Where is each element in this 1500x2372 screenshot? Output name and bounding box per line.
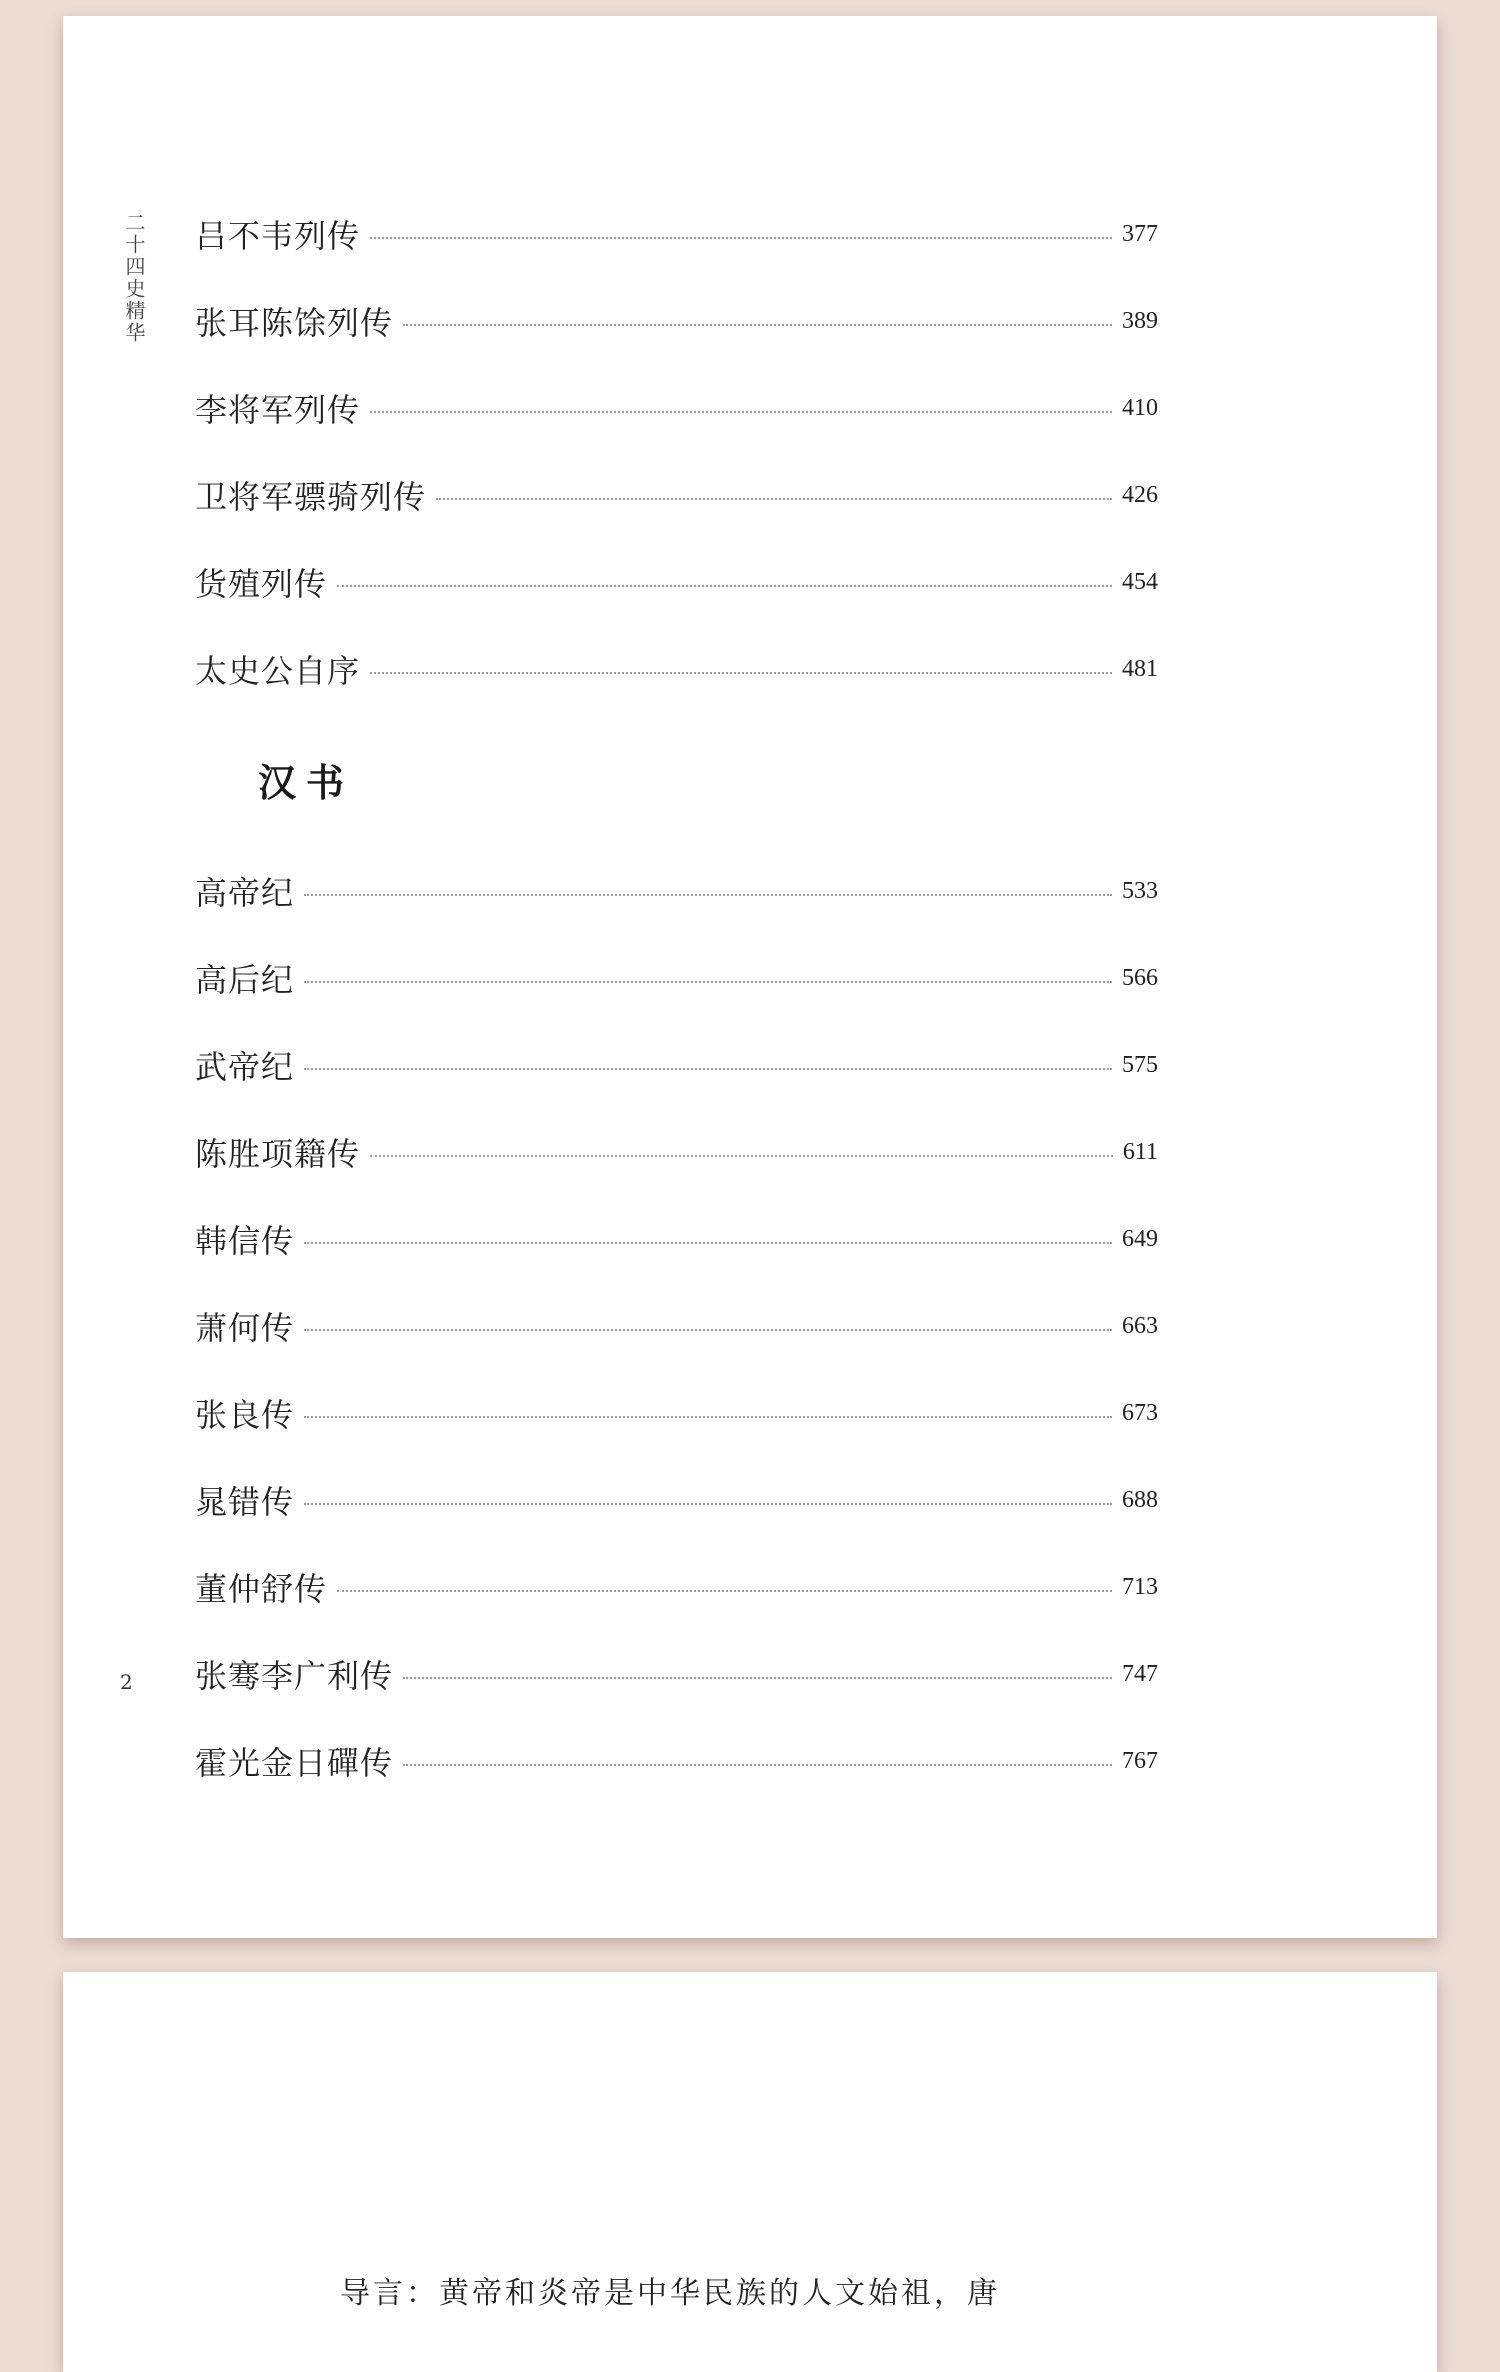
toc-entry-page: 389 [1122,307,1158,334]
toc-entry-page: 747 [1122,1660,1158,1687]
dot-leader [370,411,1112,413]
toc-entry [195,1739,1158,1783]
toc-entry-title: 萧何传 [195,1309,295,1347]
toc-entry [195,386,1158,430]
toc-entry-page: 663 [1122,1312,1158,1339]
toc-entry-page: 410 [1122,394,1158,421]
dot-leader [304,1068,1112,1070]
dot-leader [304,981,1112,983]
toc-entry [195,869,1158,913]
dot-leader [304,1503,1112,1505]
toc-entry-title: 高帝纪 [195,874,295,912]
toc-entry [195,299,1158,343]
dot-leader [304,1416,1112,1418]
dot-leader [370,1155,1113,1157]
toc-entry-title: 吕不韦列传 [195,217,361,255]
dot-leader [370,237,1112,239]
toc-entry [195,647,1158,691]
running-header: 二十四史精华 [122,212,146,344]
toc-entry-title: 韩信传 [195,1222,295,1260]
toc-entry-page: 575 [1122,1051,1158,1078]
page-number: 2 [120,1670,133,1694]
toc-entry-title: 卫将军骠骑列传 [195,478,427,516]
toc-entry [195,473,1158,517]
toc-entry [195,1130,1158,1174]
toc-entry [195,1391,1158,1435]
toc-entry [195,1478,1158,1522]
dot-leader [403,1764,1112,1766]
toc-entry [195,560,1158,604]
toc-entry-title: 陈胜项籍传 [195,1135,361,1173]
toc-entry-page: 767 [1122,1747,1158,1774]
toc-entry-page: 649 [1122,1225,1158,1252]
dot-leader [403,324,1112,326]
toc-entry [195,1217,1158,1261]
toc-entry-title: 武帝纪 [195,1048,295,1086]
intro-text: 导言：黄帝和炎帝是中华民族的人文始祖，唐 [340,2276,1000,2311]
toc-entry [195,1304,1158,1348]
toc-entry-page: 688 [1122,1486,1158,1513]
toc-entry-title: 高后纪 [195,961,295,999]
toc-entry-title: 霍光金日磾传 [195,1744,394,1782]
toc-entry-page: 533 [1122,877,1158,904]
toc-entry-page: 611 [1122,1138,1158,1165]
toc-entry [195,1652,1158,1696]
toc-entry-page: 481 [1122,655,1158,682]
dot-leader [436,498,1112,500]
toc-entry [195,956,1158,1000]
section-heading-hanshu: 汉书 [258,760,355,805]
dot-leader [370,672,1112,674]
toc-entry [195,212,1158,256]
dot-leader [337,1590,1112,1592]
toc-entry [195,1043,1158,1087]
toc-entry [195,1565,1158,1609]
dot-leader [403,1677,1112,1679]
toc-entry-page: 426 [1122,481,1158,508]
dot-leader [304,1329,1112,1331]
toc-entry-page: 673 [1122,1399,1158,1426]
toc-entry-page: 713 [1122,1573,1158,1600]
toc-entry-title: 张骞李广利传 [195,1657,394,1695]
toc-entry-page: 377 [1122,220,1158,247]
dot-leader [304,894,1112,896]
toc-entry-title: 晁错传 [195,1483,295,1521]
toc-entry-title: 太史公自序 [195,652,361,690]
toc-entry-page: 566 [1122,964,1158,991]
dot-leader [337,585,1112,587]
toc-entry-title: 货殖列传 [195,565,328,603]
toc-entry-title: 李将军列传 [195,391,361,429]
toc-entry-page: 454 [1122,568,1158,595]
book-page-intro [63,1972,1437,2372]
dot-leader [304,1242,1112,1244]
toc-entry-title: 张良传 [195,1396,295,1434]
toc-entry-title: 董仲舒传 [195,1570,328,1608]
toc-entry-title: 张耳陈馀列传 [195,304,394,342]
